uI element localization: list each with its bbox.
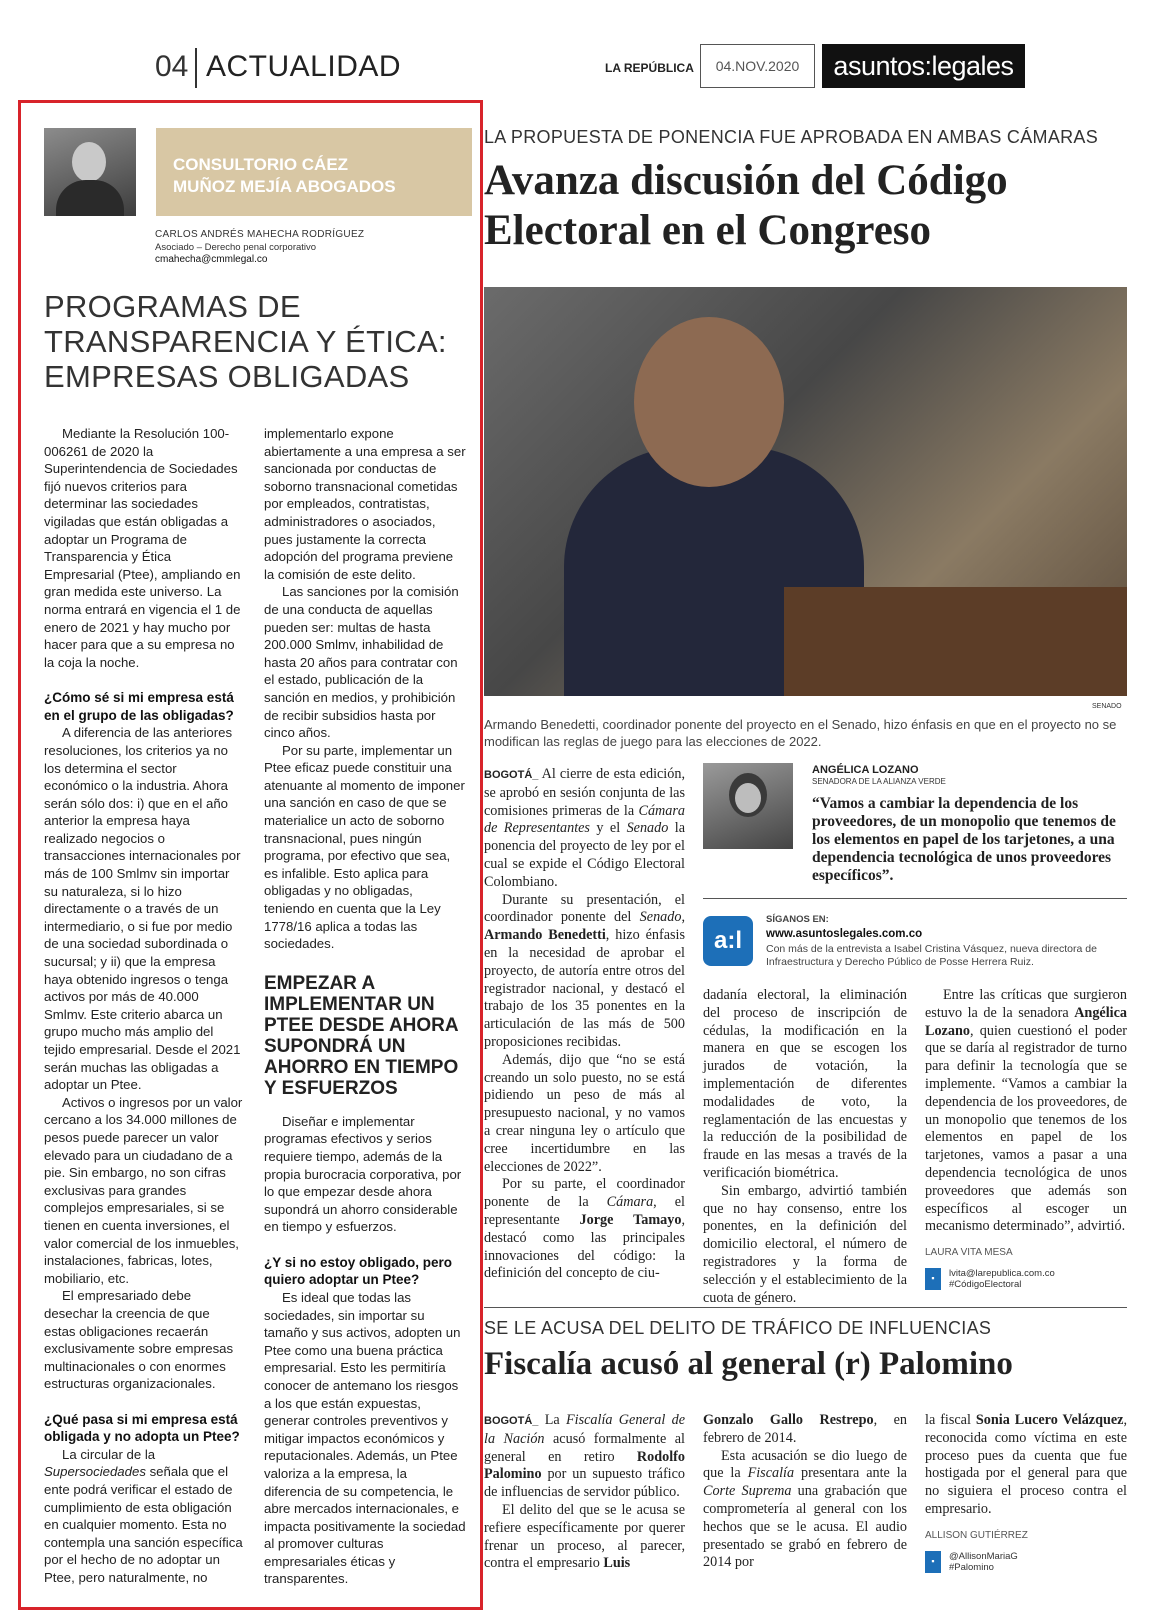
quote-role: SENADORA DE LA ALIANZA VERDE: [812, 777, 946, 786]
article-column-3: [925, 1412, 1127, 1573]
paragraph: Entre las críticas que surgieron estuvo la de la senadora Angélica Lozano, quien cuestionó el poder que se daría al registrador de turno para definir la tecnología que se implemente. “Vamos a cambiar la dependencia de los proveedores, de un monopolio que tenemos de los elementos en papel de los tarjetones, vamos a pasar a una dependencia tecnológica de unos proveedores que además son específicos al escoger un mecanismo determinado”, advirtió.: [925, 987, 1127, 1235]
opinion-column-1: [44, 425, 244, 1587]
paragraph: implementarlo expone abiertamente a una empresa a ser sancionada por conductas de soborno transnacional cometidas por empleados, contratistas, administradores o asociados, pues justamente la correcta adopción del programa previene la comisión de este delito.: [264, 426, 466, 582]
hashtag[interactable]: #CódigoElectoral: [949, 1278, 1022, 1290]
follow-description: Con más de la entrevista a Isabel Cristina Vásquez, nueva directora de Infraestructura y Derecho Público de Posse Herrera Ruiz.: [766, 943, 1097, 968]
question-heading: ¿Qué pasa si mi empresa está obligada y no adopta un Ptee?: [44, 1411, 240, 1445]
article-column-2: [703, 987, 907, 1307]
opinion-column-2: [264, 425, 466, 1588]
question-heading: ¿Y si no estoy obligado, pero quiero adoptar un Ptee?: [264, 1254, 453, 1288]
photo-credit: SENADO: [1092, 703, 1122, 710]
section-divider: [195, 48, 197, 88]
author-name: CARLOS ANDRÉS MAHECHA RODRÍGUEZ: [155, 229, 365, 240]
paragraph: La circular de la Supersociedades señala que el ente podrá verificar el estado de cumplimiento de esta obligación en cualquier momento. Esta no contempla una sanción específica por el hecho de no adoptar un Ptee, pero naturalmente, no: [44, 1446, 243, 1586]
article-column-1: [484, 1412, 685, 1573]
article-headline: Fiscalía acusó al general (r) Palomino: [484, 1346, 1013, 1382]
paragraph: A diferencia de las anteriores resoluciones, los criterios ya no los determina el sector económico o la industria. Ahora serán sólo dos: i) que en el año anterior la empresa haya realizado negocios o transacciones internacionales por más de 100 Smlmv sin importar su naturaleza, si lo hizo directamente o a través de un intermediario, o si fue por medio de una sociedad subordinada o sucursal; y ii) que la empresa haya obtenido ingresos o tenga activos por más de 40.000 Smlmv. Este criterio abarca un grupo mucho más amplio del tejido empresarial. Desde el 2021 serán muchas las obligadas a adoptar un Ptee.: [44, 725, 241, 1093]
paragraph: El delito del que se le acusa se refiere específicamente por querer frenar un proceso, al parecer, contra el empresario Luis: [484, 1501, 685, 1572]
opinion-title: PROGRAMAS DE TRANSPARENCIA Y ÉTICA: EMPRESAS OBLIGADAS: [44, 289, 447, 394]
paragraph: BOGOTÁ_ Al cierre de esta edición, se aprobó en sesión conjunta de las comisiones primeras de la Cámara de Representantes y el Senado la ponencia del proyecto de ley por el cual se expide el Código Electoral Colombiano.: [484, 766, 685, 890]
byline: LAURA VITA MESA: [925, 1247, 1013, 1259]
author-role: Asociado – Derecho penal corporativo: [155, 242, 317, 253]
article-column-2: [703, 1412, 907, 1572]
author-contact: [925, 1551, 1127, 1573]
paragraph: Gonzalo Gallo Restrepo, en febrero de 2014.: [703, 1412, 907, 1446]
paragraph: dadanía electoral, la eliminación del proceso de inscripción de cédulas, la modificación en la manera en que se escogen los jurados de votación, la implementación de diferentes modalidades de voto, la reglamentación de las encuestas y la reducción de la posibilidad de fraude en las mesas a través de la verificación biométrica.: [703, 987, 907, 1181]
quote-name: ANGÉLICA LOZANO: [812, 764, 919, 776]
author-contact: [925, 1268, 1127, 1290]
consultorio-line1: CONSULTORIO CÁEZ: [173, 155, 349, 174]
section-title: ACTUALIDAD: [206, 50, 402, 83]
consultorio-banner: [156, 128, 472, 216]
article-photo: [484, 287, 1127, 696]
social-icon: ▪: [925, 1551, 941, 1573]
paragraph: BOGOTÁ_ La Fiscalía General de la Nación acusó formalmente al general en retiro Rodolfo Palomino por un supuesto tráfico de influencias de servidor público.: [484, 1412, 685, 1501]
paragraph: Diseñar e implementar programas efectivos y serios requiere tiempo, además de la propia burocracia corporativa, por lo que empezar desde ahora supondrá un ahorro considerable en tiempo y esfuerzos.: [264, 1113, 462, 1235]
opinion-subhead: EMPEZAR A IMPLEMENTAR UN PTEE DESDE AHORA SUPONDRÁ UN AHORRO EN TIEMPO Y ESFUERZOS: [264, 972, 459, 1099]
paragraph: la fiscal Sonia Lucero Velázquez, reconocida como víctima en este proceso pues da cuenta que fue hostigada por el general para que no siguiera el proceso contra el empresario.: [925, 1412, 1128, 1517]
paragraph: Además, dijo que “no se está creando un solo puesto, no se está pidiendo un peso de más al presupuesto nacional, y no vamos a crear ninguna ley o artículo que cree incertidumbre en las elecciones de 2022”.: [484, 1051, 685, 1175]
paragraph: Es ideal que todas las sociedades, sin importar su tamaño y sus activos, adopten un Ptee como una buena práctica empresarial. Esto les permitiría conocer de antemano los riesgos a los que están expuestas, generar controles preventivos y mitigar impactos económicos y reputacionales. Además, un Ptee valoriza a la empresa, la diferencia de su competencia, le abre mercados internacionales, e impacta positivamente la sociedad al promover culturas empresariales éticas y transparentes.: [264, 1289, 466, 1587]
hashtag[interactable]: #Palomino: [949, 1561, 994, 1573]
brand-logo: asuntos:legales: [822, 44, 1025, 88]
author-handle[interactable]: @AllisonMariaG: [949, 1550, 1018, 1562]
paragraph: Activos o ingresos por un valor cercano a los 34.000 millones de pesos puede parecer un valor elevado para un ciudadano de a pie. Sin embargo, no son cifras exclusivas para grandes complejos empresariales, si se tienen en cuenta inversiones, el valor comercial de los inmuebles, instalaciones, fabricas, lotes, mobiliario, etc.: [44, 1094, 243, 1286]
paragraph: El empresariado debe desechar la creencia de que estas obligaciones recaerán exclusivamente sobre empresas multinacionales o con enormes estructuras organizacionales.: [44, 1288, 234, 1392]
divider: [703, 898, 1127, 899]
pull-quote: “Vamos a cambiar la dependencia de los proveedores, de un monopolio que tenemos de los elementos en papel de los tarjetones, a una dependencia tecnológica de unos proveedores específicos”.: [812, 795, 1116, 884]
byline: ALLISON GUTIÉRREZ: [925, 1529, 1028, 1541]
issue-date: 04.NOV.2020: [700, 44, 815, 88]
question-heading: ¿Cómo sé si mi empresa está en el grupo de las obligadas?: [44, 690, 234, 723]
follow-link[interactable]: www.asuntoslegales.com.co: [766, 928, 923, 940]
divider: [484, 1307, 1127, 1308]
author-email[interactable]: lvita@larepublica.com.co: [949, 1267, 1055, 1279]
article-column-3: [925, 987, 1127, 1290]
page-number: 04: [155, 50, 189, 83]
author-photo: [44, 128, 136, 216]
paragraph: Durante su presentación, el coordinador ponente del Senado, Armando Benedetti, hizo énfasis en la necesidad de aprobar el proyecto, de autoría entre otros del registrador nacional, y destacó el trabajo de los 35 ponentes en la articulación de las más de 500 proposiciones recibidas.: [484, 891, 685, 1050]
paragraph: Mediante la Resolución 100-006261 de 2020 la Superintendencia de Sociedades fijó nuevos criterios para determinar las sociedades vigiladas que están obligadas a adoptar un Programa de Transparencia y Ética Empresarial (Ptee), ampliando en gran medida este universo. La norma entrará en vigencia el 1 de enero de 2021 y hay mucho por hacer para que a su empresa no la coja la noche.: [44, 426, 241, 670]
paragraph: Por su parte, implementar un Ptee eficaz puede constituir una atenuante al momento de imponer una sanción en caso de que se materialice un acto de soborno transnacional, pues ningún programa, por efectivo que sea, es infalible. Esto aplica para obligadas y no obligadas, teniendo en cuenta que la Ley 1778/16 aplica a todas las sociedades.: [264, 742, 465, 952]
newspaper-name: LA REPÚBLICA: [605, 61, 694, 75]
follow-title: SÍGANOS EN:: [766, 914, 829, 925]
asuntos-legales-icon: a:l: [703, 916, 753, 966]
quote-photo: [703, 763, 793, 849]
article-kicker: SE LE ACUSA DEL DELITO DE TRÁFICO DE INFLUENCIAS: [484, 1318, 992, 1338]
paragraph: Por su parte, el coordinador ponente de la Cámara, el representante Jorge Tamayo, destacó como las principales innovaciones del código: la definición del concepto de ciu-: [484, 1176, 685, 1282]
author-email[interactable]: cmahecha@cmmlegal.co: [155, 254, 268, 265]
paragraph: Las sanciones por la comisión de una conducta de aquellas pueden ser: multas de hasta 200.000 Smlmv, inhabilidad de hasta 20 años para contratar con el estado, publicación de la sanción en medios, y prohibición de recibir subsidios hasta por cinco años.: [264, 584, 459, 741]
consultorio-line2: MUÑOZ MEJÍA ABOGADOS: [173, 177, 396, 196]
paragraph: Esta acusación se dio luego de que la Fiscalía presentara ante la Corte Suprema una grabación que comprometería al general con los hechos que se le acusa. El audio presentado se grabó en febrero de 2014 por: [703, 1447, 907, 1571]
article-column-1: [484, 766, 685, 1283]
article-headline: Avanza discusión del Código Electoral en el Congreso: [484, 157, 1008, 254]
paragraph: Sin embargo, advirtió también que no hay consenso, entre los ponentes, en la definición del domicilio electoral, el número de registradores y la forma de selección y el establecimiento de la cuota de género.: [703, 1182, 907, 1306]
social-icon: ▪: [925, 1268, 941, 1290]
article-kicker: LA PROPUESTA DE PONENCIA FUE APROBADA EN AMBAS CÁMARAS: [484, 127, 1099, 147]
photo-caption: Armando Benedetti, coordinador ponente del proyecto en el Senado, hizo énfasis en que en el proyecto no se modifican las reglas de juego para las elecciones de 2022.: [484, 717, 1117, 749]
